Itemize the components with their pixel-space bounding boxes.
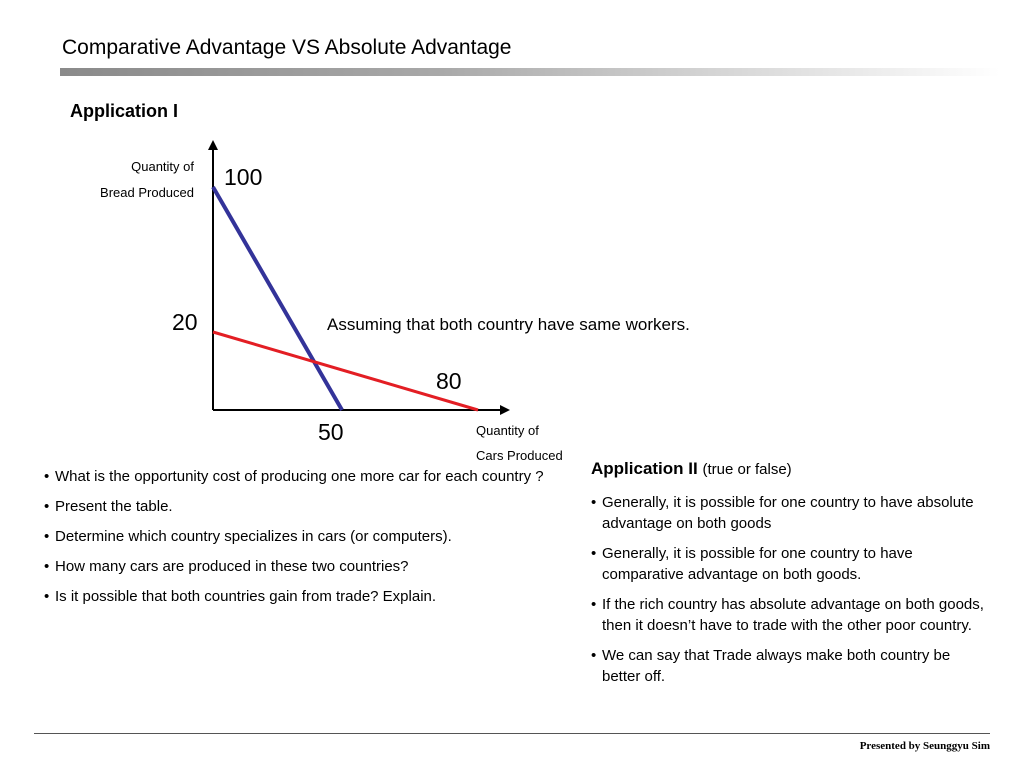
- label-blue-y-intercept: 100: [224, 164, 263, 190]
- label-red-y-intercept: 20: [172, 309, 198, 335]
- slide-title: Comparative Advantage VS Absolute Advantage: [62, 36, 512, 59]
- application-2-subtitle: (true or false): [702, 461, 792, 478]
- footer-divider: [34, 733, 990, 734]
- statement-item: • We can say that Trade always make both country be better off.: [591, 645, 991, 687]
- statement-item: • Generally, it is possible for one country to have comparative advantage on both goods.: [591, 543, 991, 585]
- x-axis-label-line1: Quantity of: [476, 423, 539, 438]
- question-item: • How many cars are produced in these two countries?: [44, 556, 564, 577]
- question-item: • Present the table.: [44, 496, 564, 517]
- questions-list: [44, 466, 564, 616]
- question-item: • Determine which country specializes in cars (or computers).: [44, 526, 564, 547]
- blue-ppf-line: [213, 187, 342, 410]
- x-axis-label-line2: Cars Produced: [476, 448, 563, 463]
- assumption-note: Assuming that both country have same workers.: [327, 315, 690, 334]
- application-2-list: [591, 492, 991, 696]
- statement-item: • Generally, it is possible for one country to have absolute advantage on both goods: [591, 492, 991, 534]
- question-item: • What is the opportunity cost of producing one more car for each country ?: [44, 466, 564, 487]
- y-axis-label-line1: Quantity of: [131, 159, 194, 174]
- statement-item: • If the rich country has absolute advantage on both goods, then it doesn’t have to trade with the other poor country.: [591, 594, 991, 636]
- y-axis-label-line2: Bread Produced: [100, 185, 194, 200]
- label-red-x-intercept: 80: [436, 368, 462, 394]
- question-item: • Is it possible that both countries gain from trade? Explain.: [44, 586, 564, 607]
- application-1-heading: Application I: [70, 101, 178, 121]
- footer-credit: Presented by Seunggyu Sim: [859, 740, 990, 752]
- application-2-title: Application II: [591, 459, 698, 478]
- label-blue-x-intercept: 50: [318, 419, 344, 445]
- application-2-heading: [591, 459, 792, 479]
